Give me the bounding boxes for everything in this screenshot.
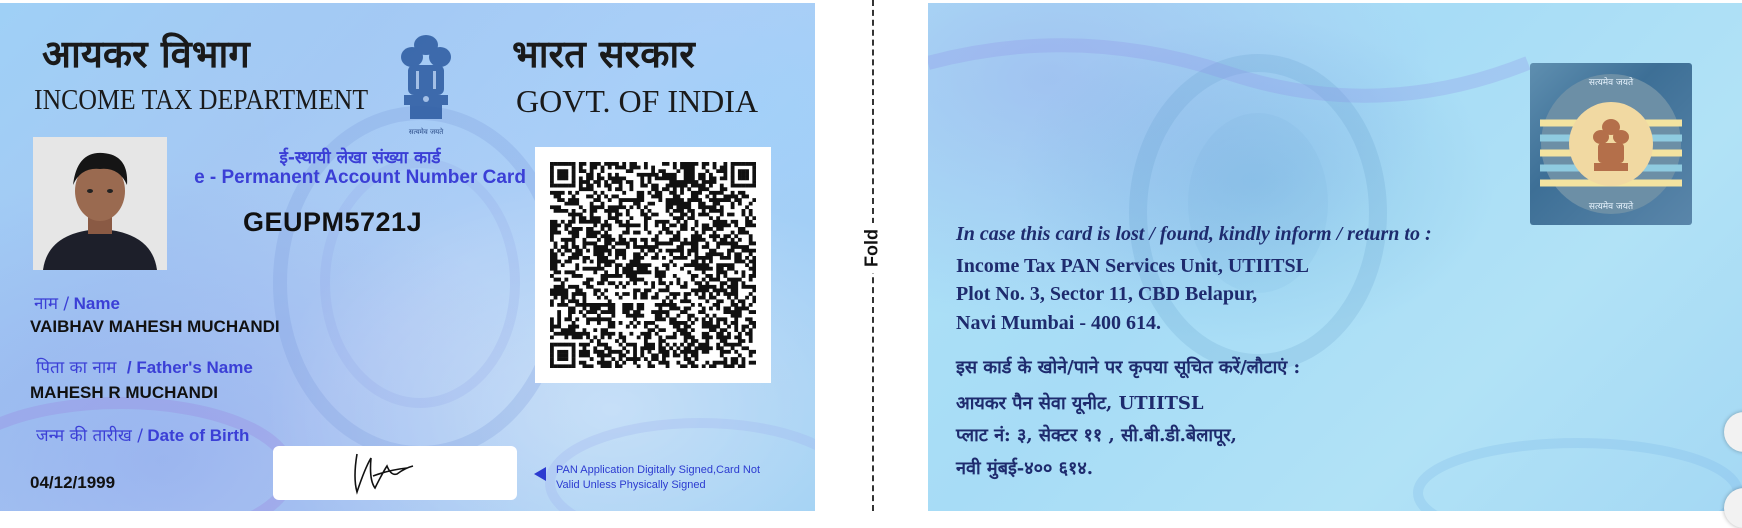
- card-title-english: e - Permanent Account Number Card: [194, 167, 526, 188]
- address-line-3: Navi Mumbai - 400 614.: [956, 312, 1161, 334]
- national-emblem-icon: [396, 31, 456, 135]
- signed-note-line1: PAN Application Digitally Signed,Card Not: [556, 464, 761, 476]
- pan-number: GEUPM5721J: [243, 207, 423, 237]
- return-intro: In case this card is lost / found, kindly inform / return to :: [956, 223, 1432, 245]
- father-name-value: MAHESH R MUCHANDI: [30, 383, 218, 402]
- name-label-hindi: नाम /: [34, 294, 70, 314]
- hindi-address-line-1: आयकर पैन सेवा यूनीट, UTIITSL: [956, 393, 1204, 414]
- pan-card-back: [928, 3, 1742, 511]
- person-photo-icon: [33, 137, 167, 270]
- father-label-hindi: पिता का नाम: [36, 358, 117, 378]
- photo: [33, 137, 167, 270]
- hindi-address-line-3: नवी मुंबई-४०० ६१४.: [956, 458, 1093, 479]
- govt-title-english: GOVT. OF INDIA: [516, 83, 759, 119]
- qr-code-icon: [550, 162, 756, 368]
- address-line-1: Income Tax PAN Services Unit, UTIITSL: [956, 255, 1309, 277]
- dob-label: [36, 423, 249, 446]
- hindi-address-line-2: प्लाट नं: ३, सेक्टर ११ , सी.बी.डी.बेलापूर,: [956, 425, 1237, 446]
- hindi-return-intro: इस कार्ड के खोने/पाने पर कृपया सूचित करें/लौटाएं :: [956, 357, 1301, 378]
- qr-code: [535, 147, 771, 383]
- pan-card-front: [0, 3, 815, 511]
- signature-icon: [273, 418, 517, 498]
- pointer-arrow-icon: [534, 467, 546, 481]
- card-title-hindi: ई-स्थायी लेखा संख्या कार्ड: [279, 148, 441, 168]
- father-label-english: / Father's Name: [126, 358, 253, 377]
- hologram-text-bottom: सत्यमेव जयते: [1588, 202, 1634, 212]
- signature-box: [273, 446, 517, 500]
- name-value: VAIBHAV MAHESH MUCHANDI: [30, 317, 280, 336]
- dob-label-hindi: जन्म की तारीख /: [36, 426, 143, 446]
- hologram: [1530, 63, 1692, 225]
- dob-value: 04/12/1999: [30, 473, 116, 492]
- hologram-text-top: सत्यमेव जयते: [1588, 78, 1634, 88]
- father-name-label: [36, 355, 253, 378]
- fold-label: Fold: [862, 223, 883, 273]
- name-label: [34, 291, 120, 314]
- name-label-english: Name: [73, 294, 120, 313]
- govt-title-hindi: भारत सरकार: [512, 31, 695, 76]
- signed-note-line2: Valid Unless Physically Signed: [556, 479, 706, 491]
- address-line-2: Plot No. 3, Sector 11, CBD Belapur,: [956, 283, 1258, 305]
- dept-title-hindi: आयकर विभाग: [42, 31, 250, 76]
- emblem-motto: सत्यमेव जयते: [408, 128, 444, 136]
- signed-note: [556, 463, 760, 493]
- dept-title-english: INCOME TAX DEPARTMENT: [34, 85, 369, 116]
- dob-label-english: Date of Birth: [147, 426, 250, 445]
